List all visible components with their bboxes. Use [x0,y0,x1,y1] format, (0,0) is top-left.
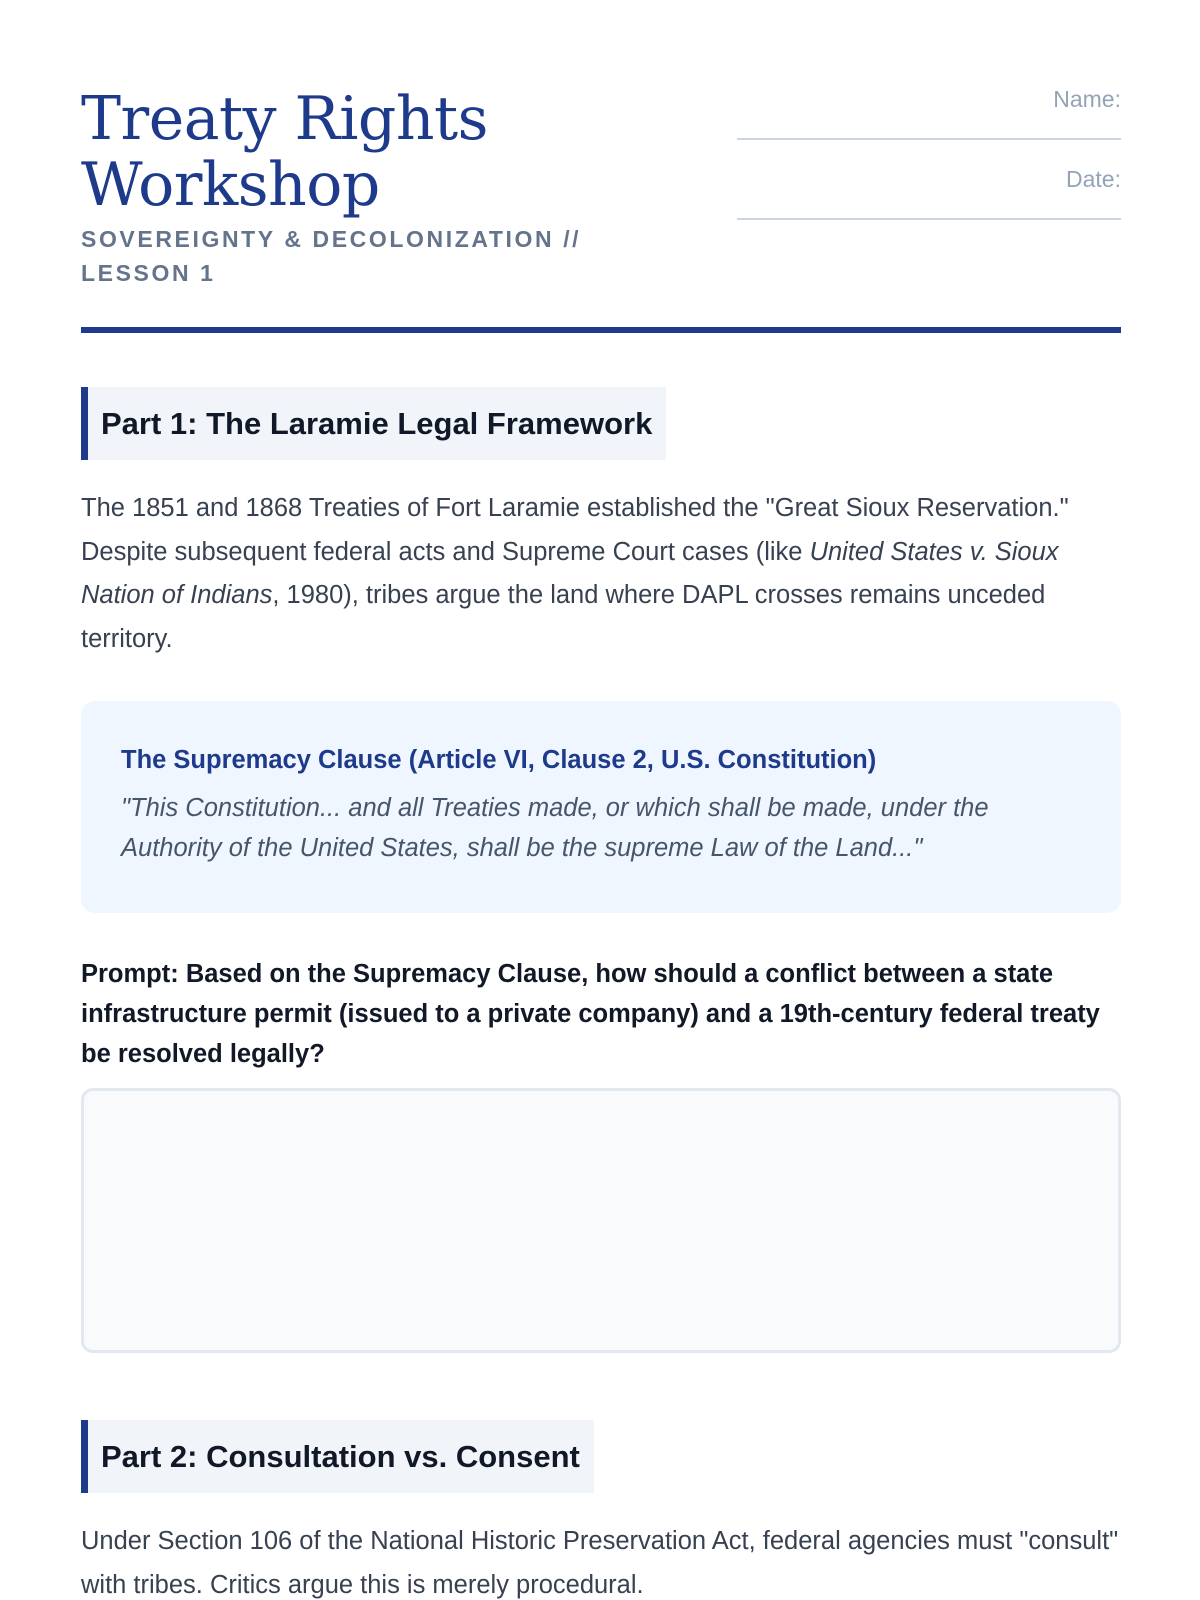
answer-textarea[interactable] [81,1088,1121,1353]
writing-prompt: Prompt: Based on the Supremacy Clause, how should a conflict between a state infrastructure permit (issued to a private company) and a 19th-century federal treaty be resolved legally? [81,960,1100,1068]
part1-intro [81,487,1126,661]
student-info [737,86,1121,246]
name-label: Name: [1053,86,1121,112]
name-field[interactable] [737,86,1121,140]
case-citation: United States v. Sioux Nation of Indians [81,537,1059,609]
part2-heading: Part 2: Consultation vs. Consent [81,1420,594,1493]
date-field[interactable] [737,166,1121,220]
callout-title: The Supremacy Clause (Article VI, Clause 2, U.S. Constitution) [121,746,877,774]
date-label: Date: [1066,166,1121,192]
callout-quote: "This Constitution... and all Treaties made, or which shall be made, under the Authority of the United States, shall be the supreme Law of the Land..." [121,794,989,862]
supremacy-clause-callout [81,701,1121,913]
part1-intro-text: The 1851 and 1868 Treaties of Fort Laramie established the "Great Sioux Reservation." Despite subsequent federal acts and Supreme Court cases (like [81,494,1069,566]
header-divider [81,327,1121,333]
lesson-subtitle: SOVEREIGNTY & DECOLONIZATION // LESSON 1 [81,226,582,286]
part1-heading: Part 1: The Laramie Legal Framework [81,387,666,460]
page-title: Treaty Rights Workshop [81,84,488,220]
part2-intro: Under Section 106 of the National Historic Preservation Act, federal agencies must "consult" with tribes. Critics argue this is merely procedural. [81,1527,1119,1599]
worksheet-header [81,86,1121,336]
part1-intro-text-end: , 1980), tribes argue the land where DAPL crosses remains unceded territory. [81,581,1046,653]
